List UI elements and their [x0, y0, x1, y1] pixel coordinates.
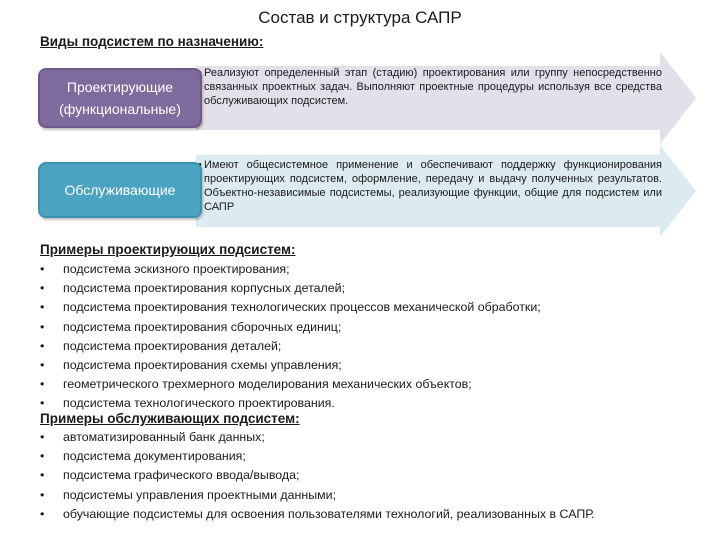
list-item: • подсистема графического ввода/вывода;: [40, 466, 595, 485]
list-item: • подсистема проектирования деталей;: [40, 337, 541, 356]
design-examples-heading: Примеры проектирующих подсистем:: [40, 242, 296, 257]
slide-title: Состав и структура САПР: [258, 8, 462, 27]
design-examples-list: [40, 260, 541, 414]
service-box-label: Обслуживающие: [64, 182, 176, 198]
design-box-label: Проектирующие: [66, 79, 174, 95]
service-examples-heading: Примеры обслуживающих подсистем:: [40, 411, 300, 426]
service-description-text: • Имеют общесистемное применение и обеспечивают поддержку функционирования проектирующих подсистем, оформление, передачу и выдачу полученных результатов. Объектно-независимые подсистемы, реализующие функции, общие для подсистем или САПР: [204, 158, 662, 214]
list-item: • подсистема проектирования схемы управления;: [40, 356, 541, 375]
service-examples-list: [40, 428, 595, 524]
list-item: • подсистемы управления проектными данными;: [40, 486, 595, 505]
design-box-sublabel: (функциональные): [59, 101, 181, 117]
list-item: • подсистема проектирования технологических процессов механической обработки;: [40, 298, 541, 317]
list-item: • подсистема документирования;: [40, 447, 595, 466]
design-description-text: • Реализуют определенный этап (стадию) проектирования или группу непосредственно связанных проектных задач. Выполняют проектные процедуры используя все средства обслуживающих подсистем.: [204, 66, 662, 108]
list-item: • подсистема проектирования сборочных единиц;: [40, 318, 541, 337]
design-subsystems-box: [38, 68, 202, 128]
list-item: • подсистема эскизного проектирования;: [40, 260, 541, 279]
subsystem-types-heading: Виды подсистем по назначению:: [40, 34, 264, 49]
service-subsystems-box: [38, 162, 202, 218]
list-item: • автоматизированный банк данных;: [40, 428, 595, 447]
list-item: • обучающие подсистемы для освоения пользователями технологий, реализованных в САПР.: [40, 505, 595, 524]
list-item: • подсистема проектирования корпусных деталей;: [40, 279, 541, 298]
list-item: • подсистема технологического проектирования.: [40, 394, 541, 413]
list-item: • геометрического трехмерного моделирования механических объектов;: [40, 375, 541, 394]
design-description-arrow: [196, 52, 696, 144]
service-description-arrow: [196, 145, 696, 237]
